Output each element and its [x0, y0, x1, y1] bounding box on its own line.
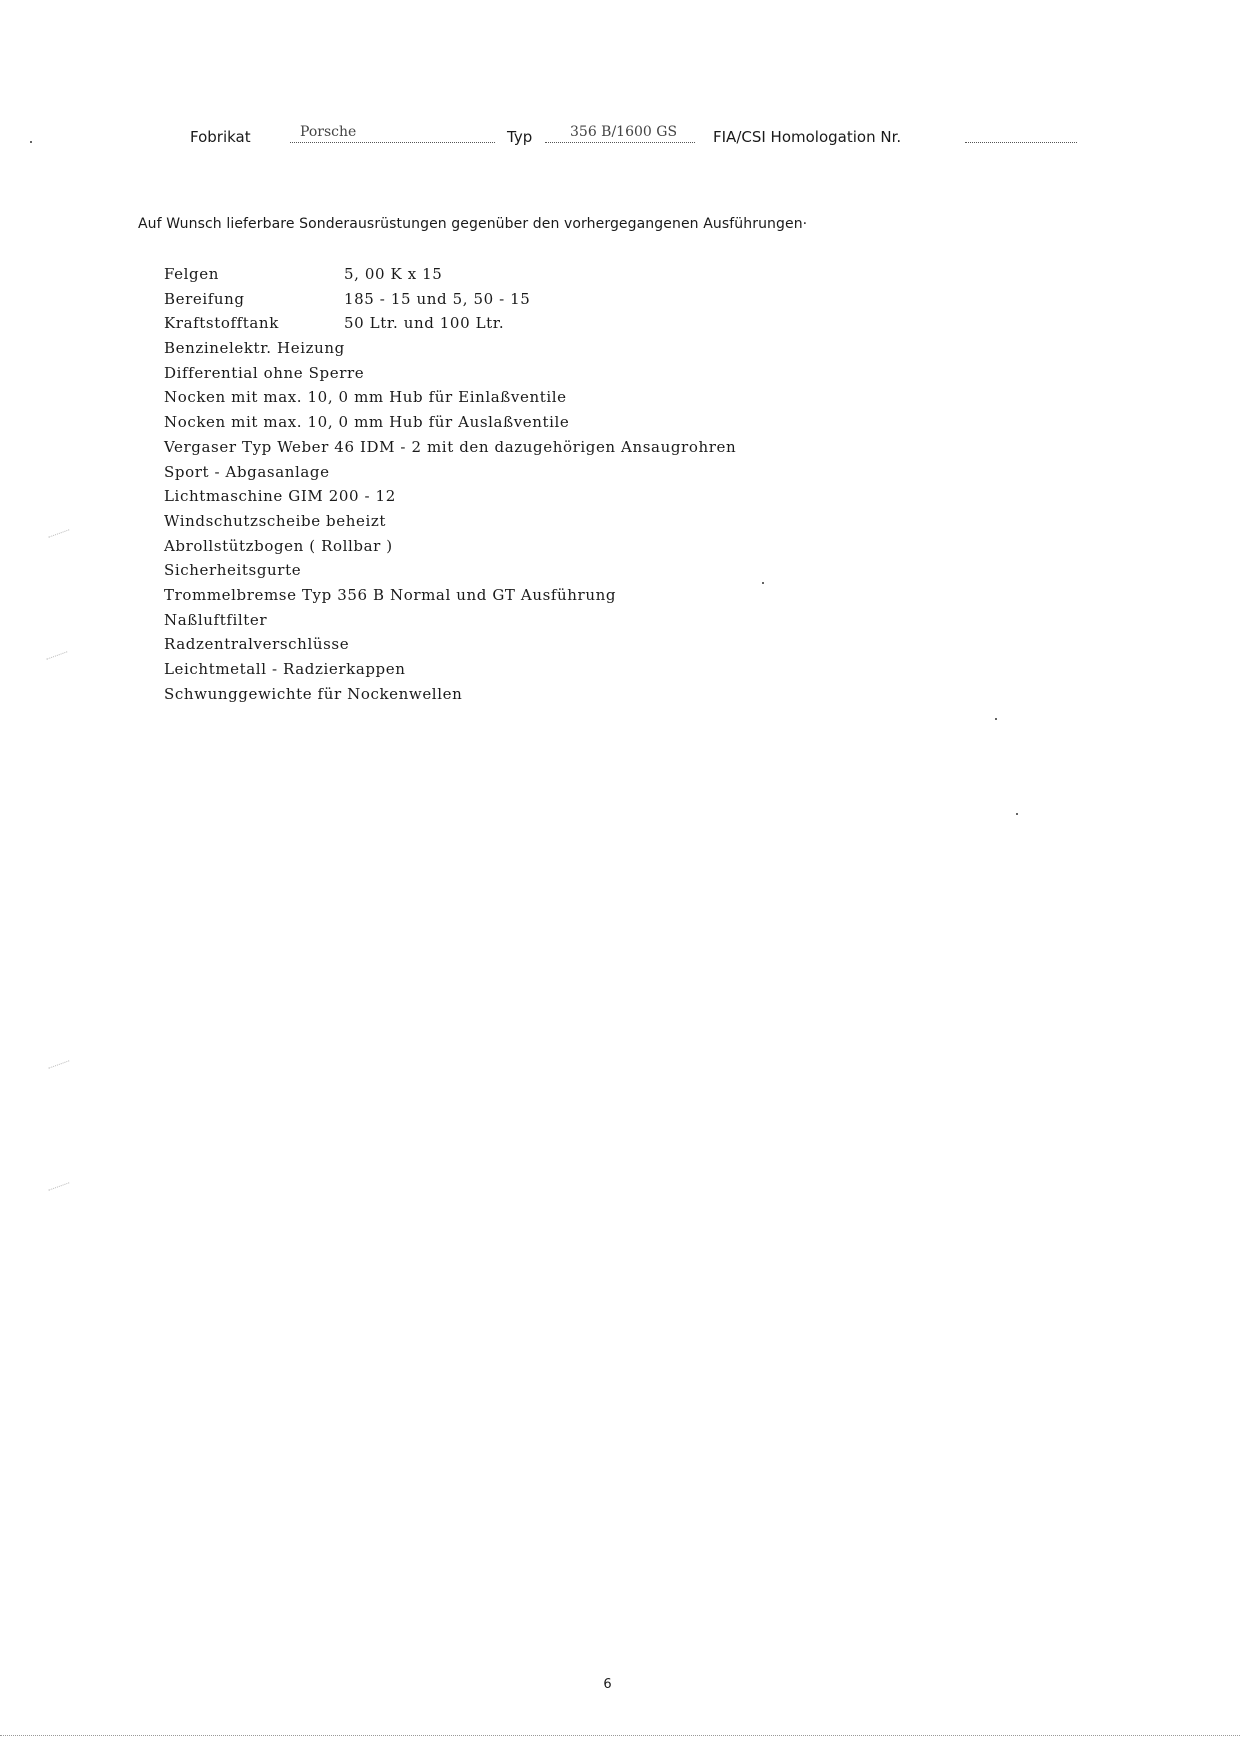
list-item — [164, 460, 736, 485]
fabrikat-value: Porsche — [300, 124, 357, 140]
scan-mark — [48, 529, 69, 538]
intro-text: Auf Wunsch lieferbare Sonderausrüstungen gegenüber den vorhergegangenen Ausführungen· — [138, 216, 808, 232]
list-item — [164, 311, 736, 336]
item-value: 5, 00 K x 15 — [344, 265, 443, 283]
item-value: 185 - 15 und 5, 50 - 15 — [344, 289, 531, 308]
list-item — [164, 657, 736, 682]
item-label: Abrollstützbogen ( Rollbar ) — [164, 536, 393, 555]
list-item — [164, 509, 736, 534]
typ-dotted-line — [545, 142, 695, 143]
list-item — [164, 435, 736, 460]
list-item — [164, 262, 736, 287]
item-label: Felgen — [164, 265, 220, 283]
scan-mark — [48, 1182, 69, 1191]
homologation-label: FIA/CSI Homologation Nr. — [713, 128, 902, 146]
item-label: Nocken mit max. 10, 0 mm Hub für Auslaßventile — [164, 413, 570, 432]
scan-speck — [30, 141, 32, 143]
page-number: 6 — [603, 1677, 612, 1692]
scan-mark — [46, 651, 67, 660]
item-label: Naßluftfilter — [164, 610, 268, 629]
list-item — [164, 361, 736, 386]
scan-speck — [762, 582, 764, 584]
item-label: Schwunggewichte für Nockenwellen — [164, 684, 463, 703]
list-item — [164, 484, 736, 509]
item-label: Benzinelektr. Heizung — [164, 339, 345, 358]
list-item — [164, 682, 736, 707]
list-item — [164, 558, 736, 583]
homologation-dotted-line — [965, 142, 1077, 143]
item-label: Leichtmetall - Radzierkappen — [164, 660, 406, 678]
scan-speck — [995, 718, 997, 720]
item-label: Radzentralverschlüsse — [164, 635, 350, 654]
item-value: 50 Ltr. und 100 Ltr. — [344, 314, 505, 333]
list-item — [164, 583, 736, 608]
item-label: Sicherheitsgurte — [164, 561, 302, 580]
typ-label: Typ — [507, 128, 533, 146]
scan-mark — [48, 1060, 69, 1069]
list-item — [164, 287, 736, 312]
list-item — [164, 608, 736, 633]
typ-value: 356 B/1600 GS — [570, 124, 678, 140]
item-label: Kraftstofftank — [164, 314, 279, 333]
item-label: Differential ohne Sperre — [164, 363, 365, 382]
list-item — [164, 632, 736, 657]
bottom-dotted-rule — [0, 1735, 1240, 1736]
list-item — [164, 336, 736, 361]
list-item — [164, 410, 736, 435]
equipment-list — [164, 262, 736, 706]
item-label: Trommelbremse Typ 356 B Normal und GT Ausführung — [164, 585, 617, 604]
fabrikat-label: Fobrikat — [190, 128, 251, 146]
fabrikat-dotted-line — [290, 142, 495, 143]
item-label: Sport - Abgasanlage — [164, 462, 330, 481]
list-item — [164, 534, 736, 559]
item-label: Bereifung — [164, 289, 245, 308]
list-item — [164, 385, 736, 410]
item-label: Windschutzscheibe beheizt — [164, 511, 386, 530]
scan-speck — [1016, 813, 1018, 815]
item-label: Vergaser Typ Weber 46 IDM - 2 mit den dazugehörigen Ansaugrohren — [164, 437, 737, 456]
item-label: Lichtmaschine GIM 200 - 12 — [164, 487, 396, 506]
item-label: Nocken mit max. 10, 0 mm Hub für Einlaßventile — [164, 388, 567, 407]
